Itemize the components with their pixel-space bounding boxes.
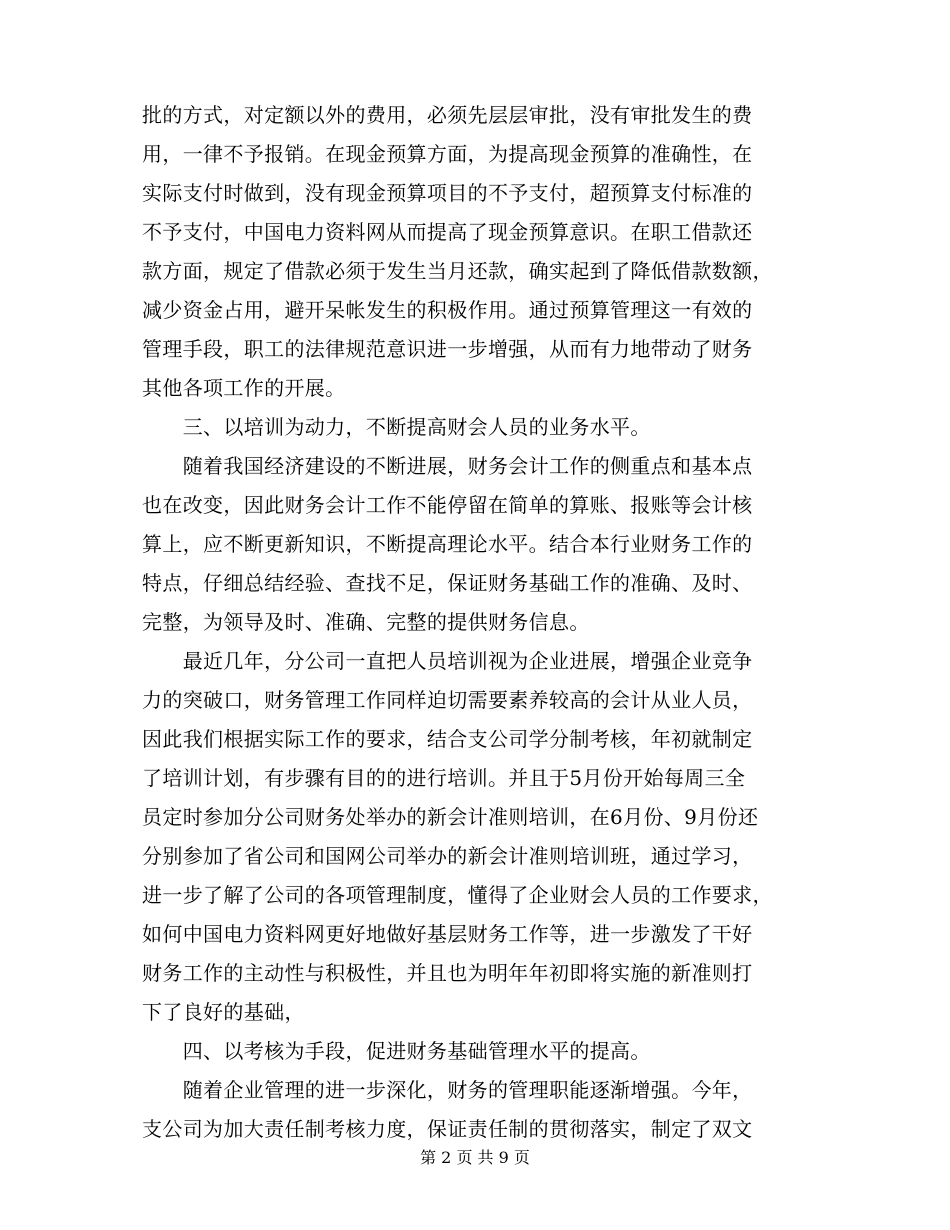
text-line: 分别参加了省公司和国网公司举办的新会计准则培训班，通过学习，	[142, 844, 753, 868]
text-line: 支公司为加大责任制考核力度，保证责任制的贯彻落实，制定了双文	[142, 1117, 753, 1141]
text-line: 款方面，规定了借款必须于发生当月还款，确实起到了降低借款数额，	[142, 259, 773, 283]
text-line: 减少资金占用，避开呆帐发生的积极作用。通过预算管理这一有效的	[142, 298, 753, 322]
text-line: 管理手段，职工的法律规范意识进一步增强，从而有力地带动了财务	[142, 337, 753, 361]
footer-middle: 页 共	[456, 1148, 494, 1167]
text-line: 随着我国经济建设的不断进展，财务会计工作的侧重点和基本点	[142, 454, 753, 478]
text-line: 其他各项工作的开展。	[142, 376, 346, 400]
text-line: 用，一律不予报销。在现金预算方面，为提高现金预算的准确性，在	[142, 142, 753, 166]
text-line: 进一步了解了公司的各项管理制度，懂得了企业财会人员的工作要求，	[142, 883, 773, 907]
document-body	[142, 96, 808, 1149]
text-line: 财务工作的主动性与积极性，并且也为明年年初即将实施的新准则打	[142, 961, 753, 985]
text-line: 最近几年，分公司一直把人员培训视为企业进展，增强企业竞争	[142, 649, 753, 673]
text-line: 了培训计划，有步骤有目的的进行培训。并且于5月份开始每周三全	[142, 766, 746, 790]
text-line: 力的突破口，财务管理工作同样迫切需要素养较高的会计从业人员，	[142, 688, 753, 712]
text-line: 批的方式，对定额以外的费用，必须先层层审批，没有审批发生的费	[142, 103, 753, 127]
text-line: 也在改变，因此财务会计工作不能停留在简单的算账、报账等会计核	[142, 493, 753, 517]
text-line: 完整，为领导及时、准确、完整的提供财务信息。	[142, 610, 590, 634]
section-heading-3: 三、以培训为动力，不断提高财会人员的业务水平。	[142, 415, 651, 439]
text-line: 实际支付时做到，没有现金预算项目的不予支付，超预算支付标准的	[142, 181, 753, 205]
footer-prefix: 第	[420, 1148, 437, 1167]
text-line: 随着企业管理的进一步深化，财务的管理职能逐渐增强。今年，	[142, 1078, 753, 1102]
text-line: 因此我们根据实际工作的要求，结合支公司学分制考核，年初就制定	[142, 727, 753, 751]
text-line: 如何中国电力资料网更好地做好基层财务工作等，进一步激发了干好	[142, 922, 753, 946]
page-footer	[0, 1146, 950, 1170]
text-line: 算上，应不断更新知识，不断提高理论水平。结合本行业财务工作的	[142, 532, 753, 556]
text-line: 不予支付，中国电力资料网从而提高了现金预算意识。在职工借款还	[142, 220, 753, 244]
footer-current-page: 2	[441, 1148, 452, 1167]
text-line: 员定时参加分公司财务处举办的新会计准则培训，在6月份、9月份还	[142, 805, 759, 829]
section-heading-4: 四、以考核为手段，促进财务基础管理水平的提高。	[142, 1039, 651, 1063]
text-line: 下了良好的基础，	[142, 1000, 305, 1024]
text-line: 特点，仔细总结经验、查找不足，保证财务基础工作的准确、及时、	[142, 571, 753, 595]
footer-total-pages: 9	[498, 1148, 509, 1167]
footer-suffix: 页	[513, 1148, 530, 1167]
